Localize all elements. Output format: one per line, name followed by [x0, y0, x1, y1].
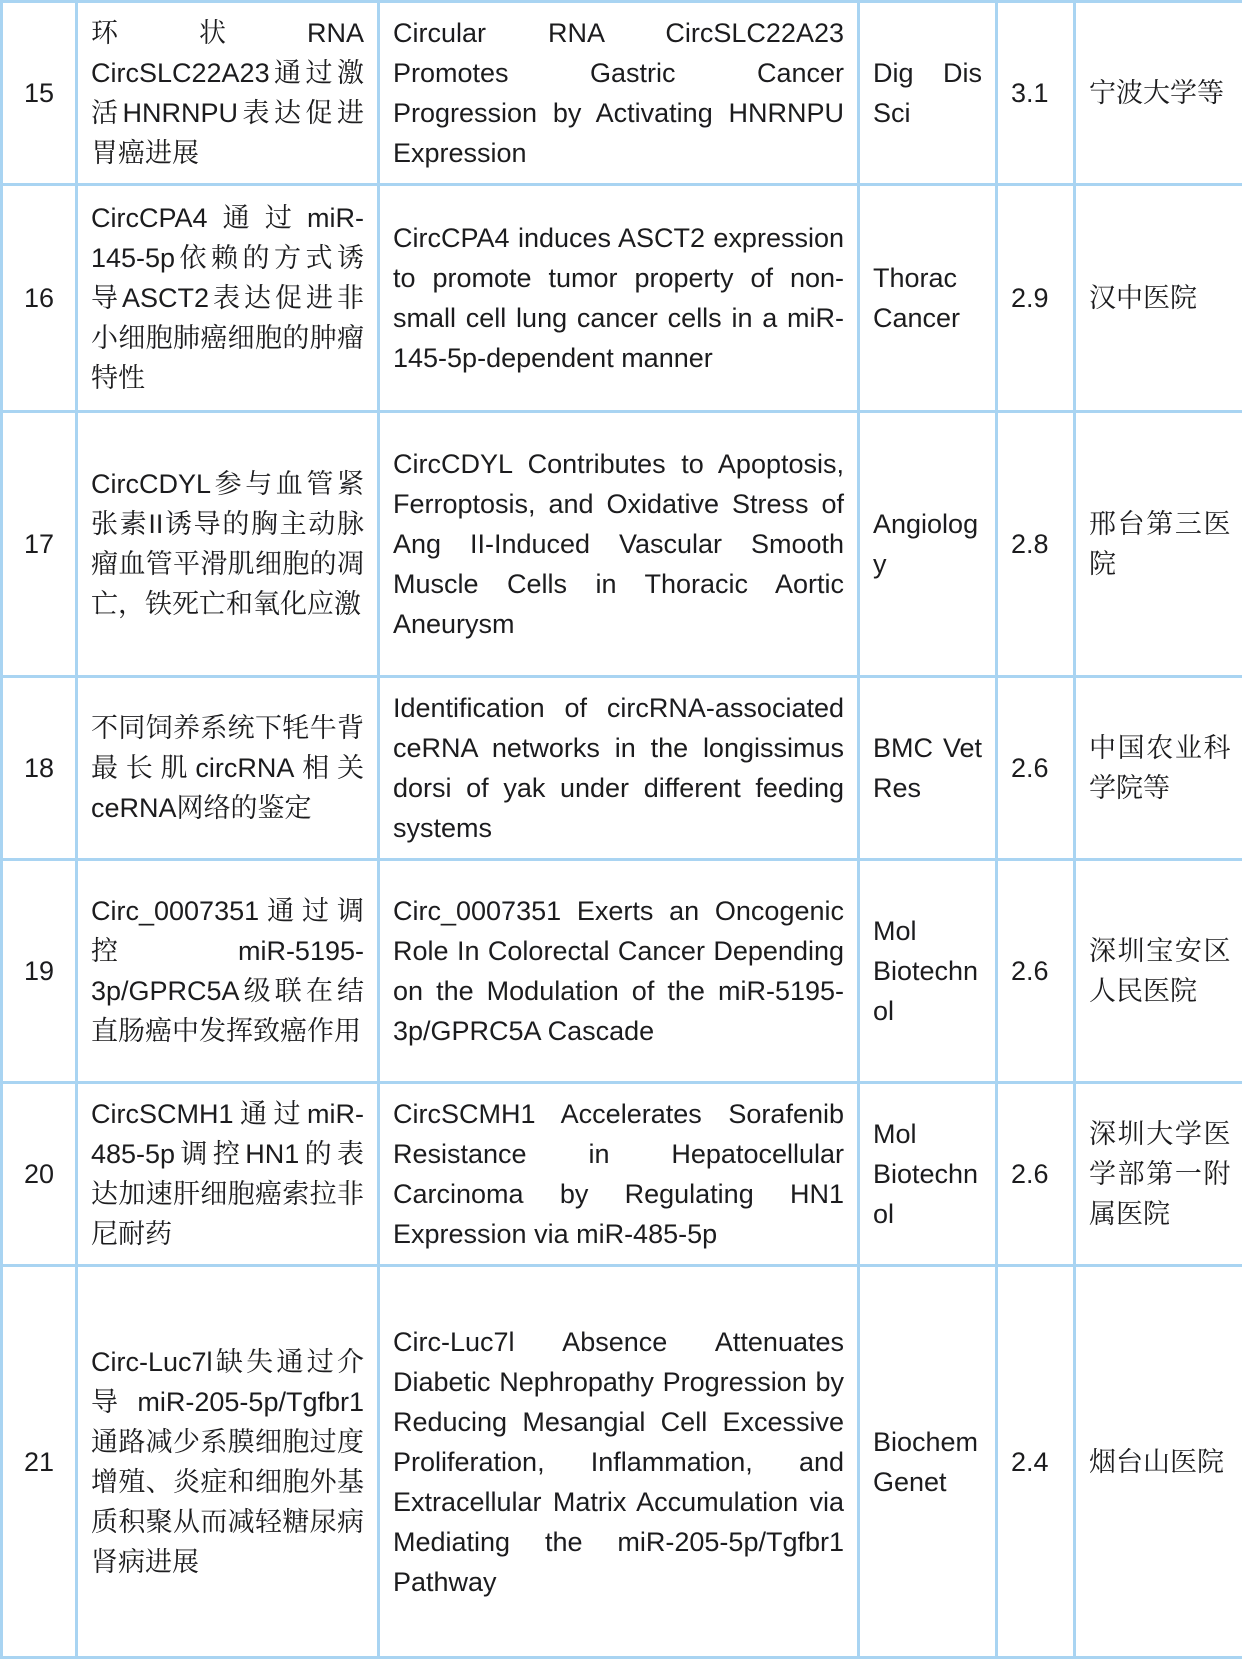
journal-cell: BMC Vet Res [859, 677, 997, 860]
table-row [2, 185, 1242, 412]
journal-cell: Thorac Cancer [859, 185, 997, 412]
journal-cell: Angiology [859, 412, 997, 677]
row-number-cell: 15 [2, 2, 77, 185]
institution-cell: 宁波大学等 [1075, 2, 1242, 185]
title-zh-cell: Circ_0007351通过调控miR-5195-3p/GPRC5A级联在结直肠癌中发挥致癌作用 [77, 860, 379, 1083]
impact-factor-cell: 2.6 [997, 677, 1075, 860]
title-en-cell: CircSCMH1 Accelerates Sorafenib Resistance in Hepatocellular Carcinoma by Regulating HN1 Expression via miR-485-5p [379, 1083, 859, 1266]
impact-factor-cell: 2.6 [997, 1083, 1075, 1266]
title-zh-cell: 环状RNA CircSLC22A23通过激活HNRNPU表达促进胃癌进展 [77, 2, 379, 185]
title-en-cell: CircCDYL Contributes to Apoptosis, Ferroptosis, and Oxidative Stress of Ang II-Induced Vascular Smooth Muscle Cells in Thoracic Aortic Aneurysm [379, 412, 859, 677]
impact-factor-cell: 2.6 [997, 860, 1075, 1083]
title-en-cell: Circ_0007351 Exerts an Oncogenic Role In Colorectal Cancer Depending on the Modulation of the miR-5195-3p/GPRC5A Cascade [379, 860, 859, 1083]
title-zh-cell: CircCPA4通过miR-145-5p依赖的方式诱导ASCT2表达促进非小细胞肺癌细胞的肿瘤特性 [77, 185, 379, 412]
table-row [2, 1083, 1242, 1266]
journal-cell: Mol Biotechnol [859, 860, 997, 1083]
impact-factor-cell: 2.9 [997, 185, 1075, 412]
table-row [2, 860, 1242, 1083]
institution-cell: 邢台第三医院 [1075, 412, 1242, 677]
institution-cell: 深圳宝安区人民医院 [1075, 860, 1242, 1083]
title-zh-cell: Circ-Luc7l缺失通过介导miR-205-5p/Tgfbr1通路减少系膜细胞过度增殖、炎症和细胞外基质积聚从而减轻糖尿病肾病进展 [77, 1266, 379, 1658]
row-number-cell: 21 [2, 1266, 77, 1658]
table-row [2, 412, 1242, 677]
table-row [2, 2, 1242, 185]
title-zh-cell: 不同饲养系统下牦牛背最长肌circRNA相关ceRNA网络的鉴定 [77, 677, 379, 860]
row-number-cell: 17 [2, 412, 77, 677]
impact-factor-cell: 2.8 [997, 412, 1075, 677]
journal-cell: Mol Biotechnol [859, 1083, 997, 1266]
title-en-cell: CircCPA4 induces ASCT2 expression to promote tumor property of non-small cell lung cancer cells in a miR-145-5p-dependent manner [379, 185, 859, 412]
institution-cell: 汉中医院 [1075, 185, 1242, 412]
journal-cell: Biochem Genet [859, 1266, 997, 1658]
journal-cell: Dig Dis Sci [859, 2, 997, 185]
title-en-cell: Identification of circRNA-associated ceRNA networks in the longissimus dorsi of yak under different feeding systems [379, 677, 859, 860]
table-row [2, 1266, 1242, 1658]
title-zh-cell: CircCDYL参与血管紧张素II诱导的胸主动脉瘤血管平滑肌细胞的凋亡，铁死亡和氧化应激 [77, 412, 379, 677]
table-row [2, 677, 1242, 860]
title-en-cell: Circ-Luc7l Absence Attenuates Diabetic Nephropathy Progression by Reducing Mesangial Cell Excessive Proliferation, Inflammation, and Extracellular Matrix Accumulation via Mediating the miR-205-5p/Tgfbr1 Pathway [379, 1266, 859, 1658]
institution-cell: 深圳大学医学部第一附属医院 [1075, 1083, 1242, 1266]
row-number-cell: 20 [2, 1083, 77, 1266]
institution-cell: 烟台山医院 [1075, 1266, 1242, 1658]
title-zh-cell: CircSCMH1通过miR-485-5p调控HN1的表达加速肝细胞癌索拉非尼耐药 [77, 1083, 379, 1266]
title-en-cell: Circular RNA CircSLC22A23 Promotes Gastric Cancer Progression by Activating HNRNPU Expression [379, 2, 859, 185]
impact-factor-cell: 2.4 [997, 1266, 1075, 1658]
row-number-cell: 18 [2, 677, 77, 860]
impact-factor-cell: 3.1 [997, 2, 1075, 185]
institution-cell: 中国农业科学院等 [1075, 677, 1242, 860]
row-number-cell: 19 [2, 860, 77, 1083]
row-number-cell: 16 [2, 185, 77, 412]
